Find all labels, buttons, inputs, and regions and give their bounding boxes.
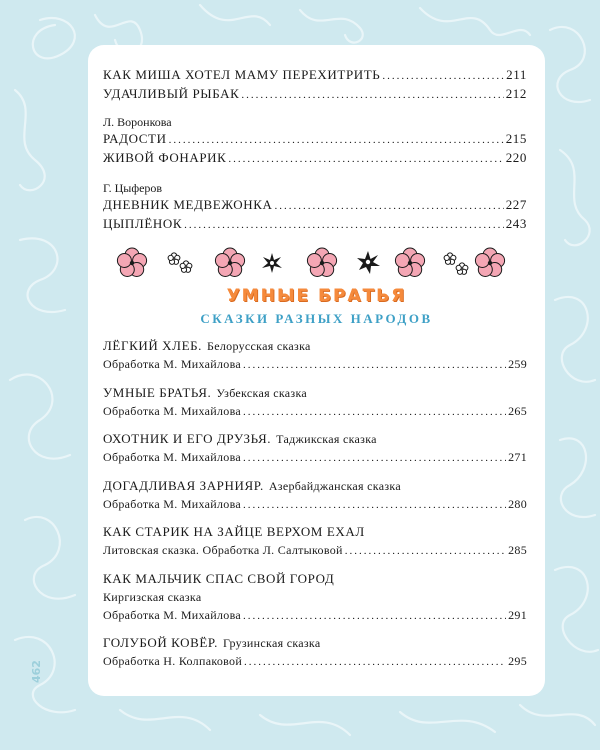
entry-title-line	[103, 523, 527, 541]
dot-leader	[241, 86, 503, 104]
toc-entry[interactable]	[103, 196, 527, 215]
entry-title: УМНЫЕ БРАТЬЯ.	[103, 385, 212, 400]
entry-title-line	[103, 337, 527, 355]
dot-leader	[243, 356, 506, 374]
toc-top-block	[103, 66, 527, 104]
entry-page: 285	[508, 543, 527, 557]
dot-leader	[345, 542, 506, 560]
toc-entry-block[interactable]	[103, 477, 527, 514]
entry-title: КАК СТАРИК НА ЗАЙЦЕ ВЕРХОМ ЕХАЛ	[103, 524, 365, 539]
entry-title: ЦЫПЛЁНОК	[103, 216, 183, 231]
entry-adaptation: Обработка Н. Колпаковой	[103, 654, 243, 668]
entry-origin: Азербайджанская сказка	[268, 479, 401, 493]
entry-origin: Киргизская сказка	[103, 590, 202, 604]
dot-leader	[243, 607, 506, 625]
entry-origin: Таджикская сказка	[276, 432, 377, 446]
flower-ornament-divider	[112, 243, 512, 283]
toc-entry-block[interactable]	[103, 523, 527, 560]
entry-page: 295	[508, 654, 527, 668]
toc-entry-block[interactable]	[103, 634, 527, 671]
entry-adaptation: Обработка М. Михайлова	[103, 404, 242, 418]
entry-page: 291	[508, 608, 527, 622]
entry-page: 280	[508, 497, 527, 511]
entry-adaptation: Обработка М. Михайлова	[103, 497, 242, 511]
entry-adaptation-line	[103, 355, 527, 374]
entry-page: 212	[505, 86, 527, 101]
entry-title: УДАЧЛИВЫЙ РЫБАК	[103, 86, 240, 101]
entry-adaptation-line	[103, 402, 527, 421]
section-subtitle: СКАЗКИ РАЗНЫХ НАРОДОВ	[200, 311, 433, 326]
dot-leader	[382, 67, 504, 85]
entry-page: 259	[508, 357, 527, 371]
entry-title: ОХОТНИК И ЕГО ДРУЗЬЯ.	[103, 431, 272, 446]
toc-entry[interactable]	[103, 66, 527, 85]
entry-title: РАДОСТИ	[103, 131, 167, 146]
entry-adaptation: Обработка М. Михайлова	[103, 608, 242, 622]
entry-page: 271	[508, 450, 527, 464]
toc-entry-block[interactable]	[103, 384, 527, 421]
author-name: Л. Воронкова	[103, 115, 172, 129]
dot-leader	[169, 131, 504, 149]
entry-adaptation-line	[103, 495, 527, 514]
entry-title-line	[103, 384, 527, 402]
entry-origin-line	[103, 588, 527, 606]
toc-entry-block[interactable]	[103, 337, 527, 374]
entry-title-line	[103, 570, 527, 588]
dot-leader	[228, 150, 503, 168]
entry-title: ЖИВОЙ ФОНАРИК	[103, 150, 227, 165]
entry-adaptation-line	[103, 448, 527, 467]
toc-author-block-voronkova	[103, 114, 527, 168]
toc-entry[interactable]	[103, 215, 527, 234]
entry-origin: Грузинская сказка	[222, 636, 321, 650]
entry-title-line	[103, 477, 527, 495]
entry-title: КАК МИША ХОТЕЛ МАМУ ПЕРЕХИТРИТЬ	[103, 67, 381, 82]
entry-page: 220	[505, 150, 527, 165]
page-number: 462	[30, 660, 43, 683]
entry-title: КАК МАЛЬЧИК СПАС СВОЙ ГОРОД	[103, 571, 335, 586]
entry-page: 227	[505, 197, 527, 212]
toc-author-block-tsyferov	[103, 180, 527, 234]
entry-title: ГОЛУБОЙ КОВЁР.	[103, 635, 218, 650]
toc-entry-block[interactable]	[103, 430, 527, 467]
entry-title: ЛЁГКИЙ ХЛЕБ.	[103, 338, 203, 353]
entry-adaptation: Литовская сказка. Обработка Л. Салтыковой	[103, 543, 343, 557]
entry-adaptation-line	[103, 606, 527, 625]
entry-title: ДОГАДЛИВАЯ ЗАРНИЯР.	[103, 478, 264, 493]
toc-entry[interactable]	[103, 149, 527, 168]
toc-entry-block[interactable]	[103, 570, 527, 625]
entry-page: 265	[508, 404, 527, 418]
entry-title: ДНЕВНИК МЕДВЕЖОНКА	[103, 197, 273, 212]
entry-page: 243	[505, 216, 527, 231]
author-name: Г. Цыферов	[103, 181, 163, 195]
entry-page: 215	[505, 131, 527, 146]
dot-leader	[184, 216, 504, 234]
dot-leader	[275, 197, 504, 215]
entry-origin: Узбекская сказка	[216, 386, 308, 400]
entry-page: 211	[506, 67, 527, 82]
dot-leader	[243, 496, 506, 514]
dot-leader	[243, 403, 506, 421]
entry-adaptation: Обработка М. Михайлова	[103, 450, 242, 464]
dot-leader	[244, 653, 506, 671]
entry-adaptation-line	[103, 541, 527, 560]
entry-origin: Белорусская сказка	[207, 339, 311, 353]
entry-adaptation-line	[103, 652, 527, 671]
entry-adaptation: Обработка М. Михайлова	[103, 357, 242, 371]
section-title: УМНЫЕ БРАТЬЯ	[226, 286, 407, 306]
entry-title-line	[103, 430, 527, 448]
entry-title-line	[103, 634, 527, 652]
toc-entry[interactable]	[103, 130, 527, 149]
toc-entry[interactable]	[103, 85, 527, 104]
dot-leader	[243, 449, 506, 467]
